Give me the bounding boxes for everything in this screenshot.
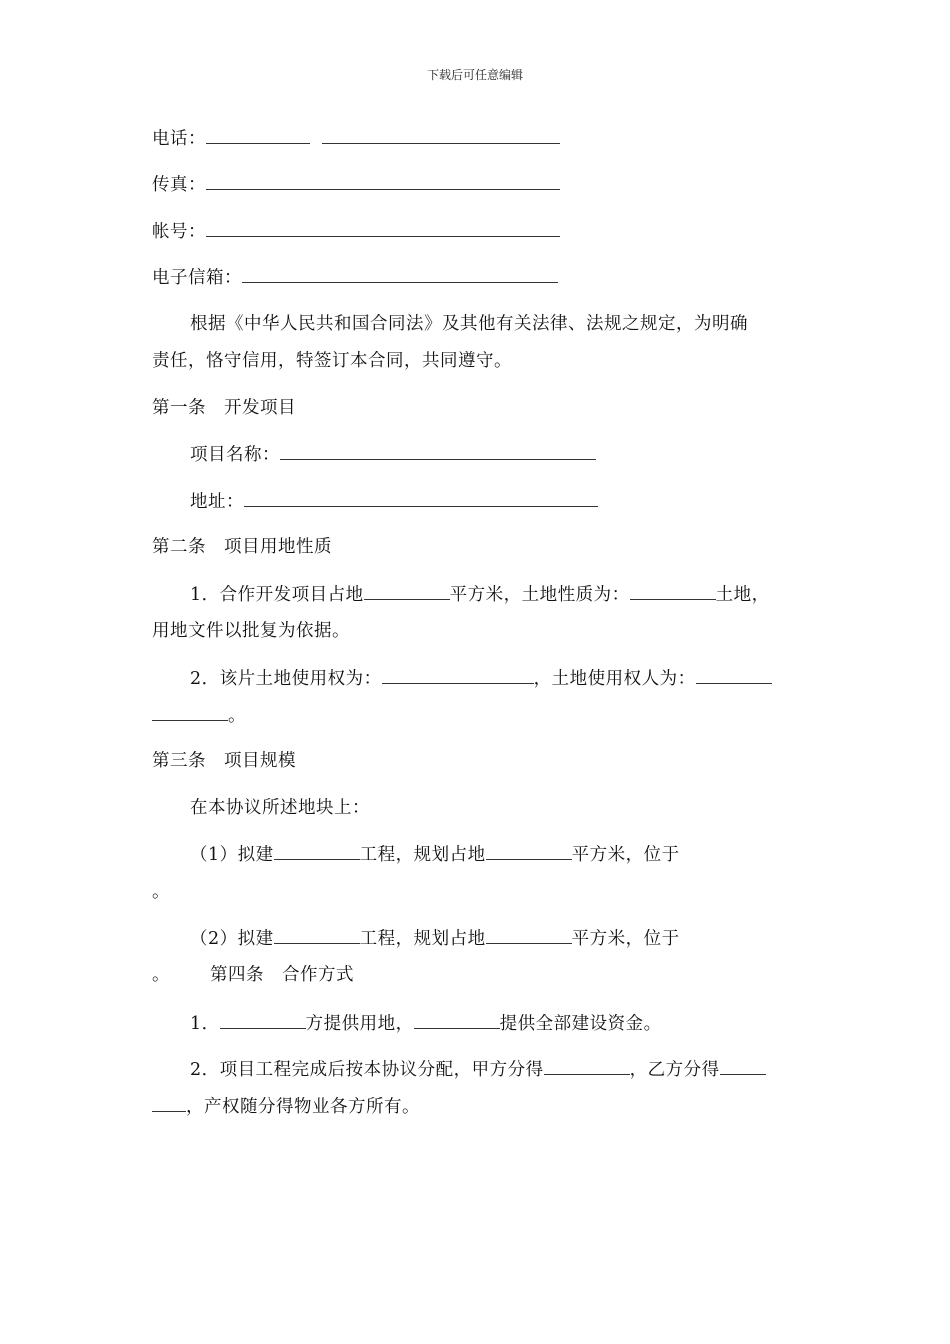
email-label: 电子信箱： <box>152 268 242 288</box>
party-b-share-blank-cont[interactable] <box>152 1094 186 1112</box>
art2-item1-line <box>190 582 770 607</box>
fax-label: 传真： <box>152 175 206 195</box>
art3-item2-end-and-art4 <box>152 963 354 987</box>
project-address-line <box>190 489 598 514</box>
party-a-share-blank[interactable] <box>544 1057 630 1075</box>
intro-line-2: 责任，恪守信用，特签订本合同，共同遵守。 <box>152 351 512 371</box>
art3-item2-line <box>190 926 680 951</box>
art4-item2-text-a: 2．项目工程完成后按本协议分配，甲方分得 <box>190 1060 544 1080</box>
art4-item2-cont <box>152 1094 420 1119</box>
art4-item2-line <box>190 1057 766 1082</box>
fund-provider-blank[interactable] <box>414 1011 500 1029</box>
project-name-label: 项目名称： <box>190 445 280 465</box>
art4-item1-line <box>190 1011 662 1036</box>
intro-line-1: 根据《中华人民共和国合同法》及其他有关法律、法规之规定，为明确 <box>190 314 748 334</box>
land-right-blank[interactable] <box>382 666 534 684</box>
art4-item2-text-b: ，乙方分得 <box>629 1060 720 1080</box>
art4-item1-text-c: 提供全部建设资金。 <box>499 1014 662 1034</box>
land-nature-blank[interactable] <box>630 582 716 600</box>
project-address-label: 地址： <box>190 492 244 512</box>
art4-item1-text-a: 1． <box>190 1014 220 1034</box>
phone-blank-1[interactable] <box>206 126 310 144</box>
page-header: 下载后可任意编辑 <box>426 68 523 82</box>
art2-item1-text-c: 土地， <box>715 585 770 605</box>
account-label: 帐号： <box>152 222 206 242</box>
project-name-blank[interactable] <box>280 442 596 460</box>
art3-item2-text-d: 。 <box>152 965 170 985</box>
account-blank[interactable] <box>206 219 560 237</box>
email-line <box>152 265 558 290</box>
account-line <box>152 219 560 244</box>
article-4-title: 第四条 合作方式 <box>210 965 354 985</box>
phone-label: 电话： <box>152 129 206 149</box>
land-right-holder-blank[interactable] <box>696 666 772 684</box>
art4-item2-text-c: ，产权随分得物业各方所有。 <box>186 1097 420 1117</box>
article-3-title: 第三条 项目规模 <box>152 751 296 771</box>
article-2-title: 第二条 项目用地性质 <box>152 537 332 557</box>
build-1-blank[interactable] <box>274 842 360 860</box>
art2-item2-text-b: ，土地使用权人为： <box>533 669 696 689</box>
art3-item1-text-b: 工程，规划占地 <box>359 845 486 865</box>
fax-blank[interactable] <box>206 172 560 190</box>
land-provider-blank[interactable] <box>220 1011 306 1029</box>
phone-blank-2[interactable] <box>322 126 560 144</box>
land-right-holder-blank-cont[interactable] <box>152 703 228 721</box>
art2-item2-line <box>190 666 772 691</box>
art3-item2-text-a: （2）拟建 <box>190 929 274 949</box>
project-address-blank[interactable] <box>244 489 598 507</box>
art3-item1-text-a: （1）拟建 <box>190 845 274 865</box>
project-name-line <box>190 442 596 467</box>
art4-item1-text-b: 方提供用地， <box>305 1014 414 1034</box>
phone-line <box>152 126 560 151</box>
art3-item2-text-b: 工程，规划占地 <box>359 929 486 949</box>
land-area-blank[interactable] <box>364 582 450 600</box>
art3-item2-text-c: 平方米，位于 <box>571 929 680 949</box>
art2-item1-text-b: 平方米，土地性质为： <box>449 585 630 605</box>
build-2-blank[interactable] <box>274 926 360 944</box>
party-b-share-blank[interactable] <box>720 1057 766 1075</box>
email-blank[interactable] <box>242 265 558 283</box>
article-1-title: 第一条 开发项目 <box>152 398 296 418</box>
art2-item1-cont: 用地文件以批复为依据。 <box>152 621 350 641</box>
art3-item1-end: 。 <box>152 882 170 902</box>
art2-item2-text-c: 。 <box>228 706 246 726</box>
art3-item1-line <box>190 842 680 867</box>
art2-item2-text-a: 2．该片土地使用权为： <box>190 669 382 689</box>
art3-item1-text-c: 平方米，位于 <box>571 845 680 865</box>
art2-item2-cont <box>152 703 246 728</box>
art2-item1-text-a: 1．合作开发项目占地 <box>190 585 364 605</box>
area-2-blank[interactable] <box>486 926 572 944</box>
area-1-blank[interactable] <box>486 842 572 860</box>
art3-lead: 在本协议所述地块上： <box>190 798 370 818</box>
fax-line <box>152 172 560 197</box>
